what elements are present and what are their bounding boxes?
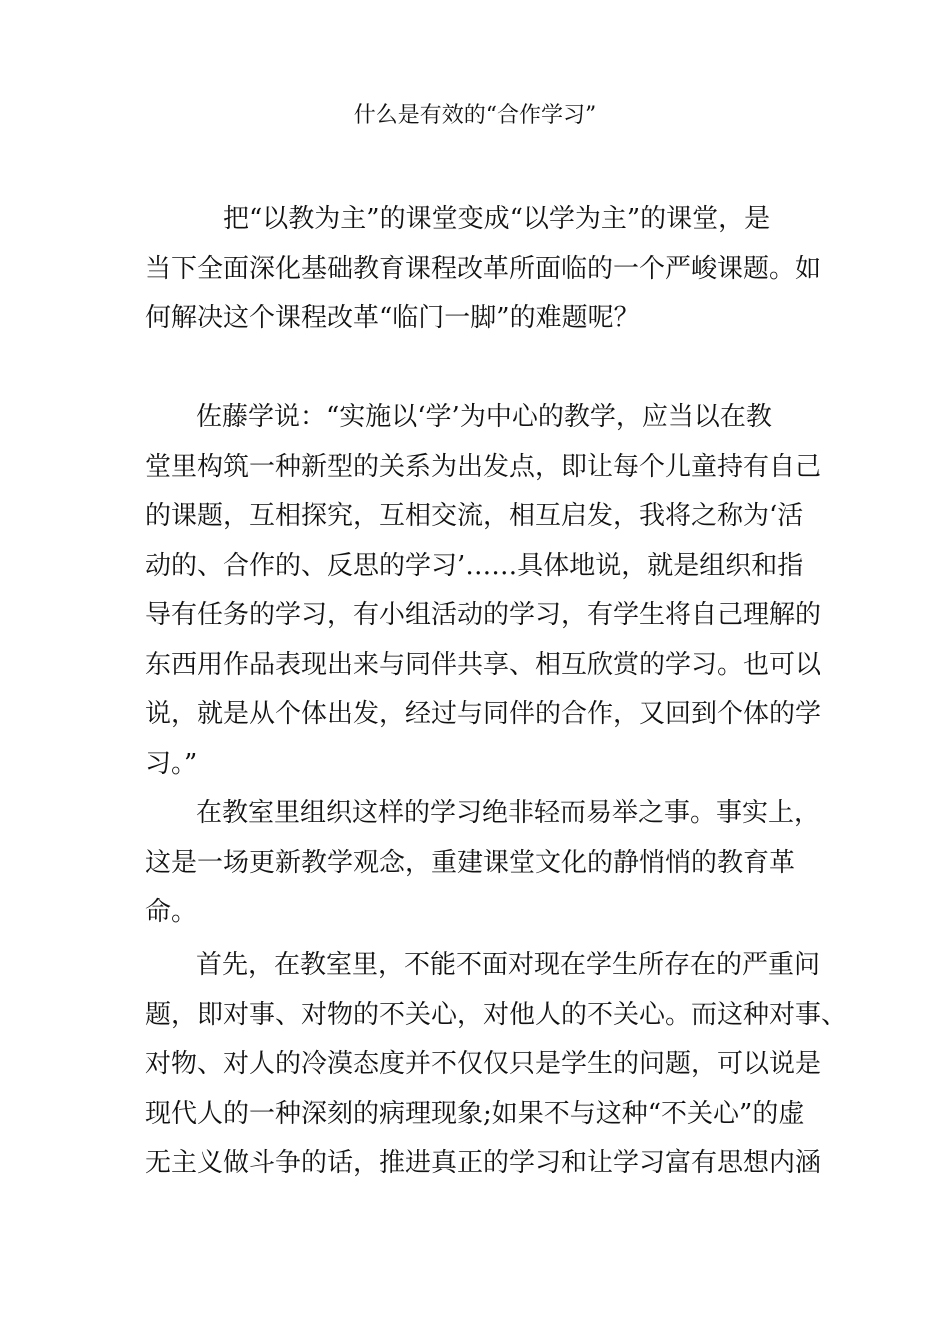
paragraph-classroom	[145, 789, 821, 938]
paragraph-line: 对物、对人的冷漠态度并不仅仅只是学生的问题，可以说是	[145, 1049, 822, 1079]
paragraph-line: 何解决这个课程改革“临门一脚”的难题呢？	[145, 303, 640, 333]
paragraph-quote	[145, 393, 822, 789]
paragraph-line: 当下全面深化基础教育课程改革所面临的一个严峻课题。如	[145, 253, 822, 284]
paragraph-line: 动的、合作的、反思的学习’……具体地说，就是组织和指	[145, 550, 804, 581]
paragraph-line: 的课题，互相探究，互相交流，相互启发，我将之称为‘活	[145, 501, 804, 531]
paragraph-first	[145, 941, 848, 1189]
paragraph-line: 首先，在教室里，不能不面对现在学生所存在的严重问	[196, 950, 821, 980]
paragraph-line: 这是一场更新教学观念，重建课堂文化的静悄悄的教育革	[145, 847, 796, 878]
paragraph-line: 无主义做斗争的话，推进真正的学习和让学习富有思想内涵	[145, 1148, 822, 1178]
paragraph-line: 说，就是从个体出发，经过与同伴的合作，又回到个体的学	[145, 699, 822, 729]
paragraph-line: 东西用作品表现出来与同伴共享、相互欣赏的学习。也可以	[145, 649, 822, 680]
paragraph-line: 习。”	[145, 748, 198, 779]
paragraph-line: 佐藤学说：“实施以‘学’为中心的教学，应当以在教	[196, 402, 772, 432]
paragraph-line: 题，即对事、对物的不关心，对他人的不关心。而这种对事、	[145, 999, 848, 1030]
paragraph-line: 命。	[145, 897, 198, 927]
paragraph-line: 导有任务的学习，有小组活动的学习，有学生将自己理解的	[145, 600, 822, 630]
paragraph-line: 堂里构筑一种新型的关系为出发点，即让每个儿童持有自己	[145, 451, 822, 482]
paragraph-line: 把“以教为主”的课堂变成“以学为主”的课堂，是	[223, 204, 771, 234]
paragraph-line: 现代人的一种深刻的病理现象;如果不与这种“不关心”的虚	[145, 1098, 805, 1129]
paragraph-intro	[145, 195, 822, 344]
document-title: 什么是有效的“合作学习”	[353, 103, 597, 128]
paragraph-line: 在教室里组织这样的学习绝非轻而易举之事。事实上，	[196, 798, 821, 828]
